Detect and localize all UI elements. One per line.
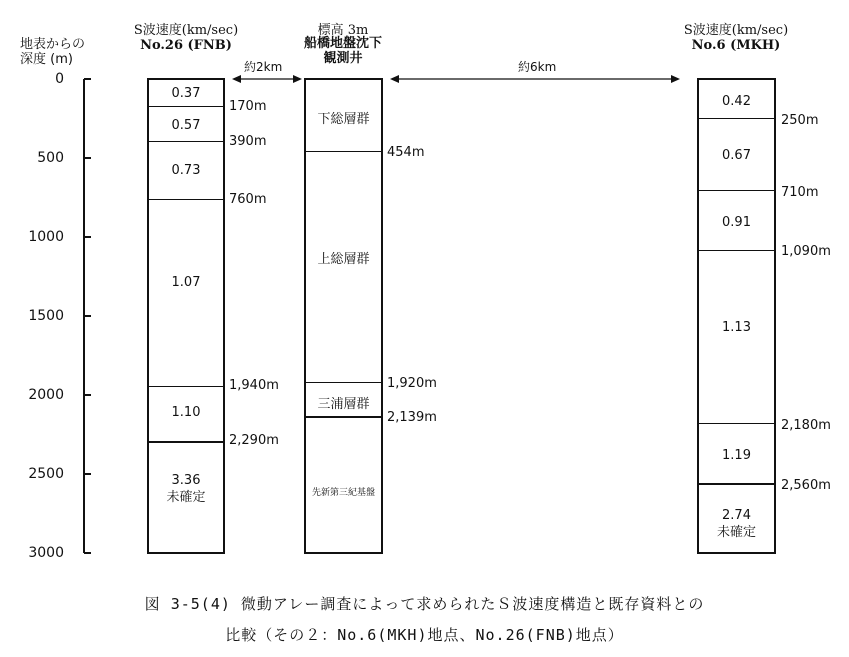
fnb-boundary-2290 bbox=[149, 441, 223, 443]
distance-arrow-fnb-well bbox=[232, 75, 302, 83]
fnb-depth-170: 170m bbox=[229, 99, 267, 114]
distance-arrow-well-mkh bbox=[390, 75, 680, 83]
tick-label-500: 500 bbox=[37, 150, 64, 166]
mkh-boundary-710 bbox=[699, 190, 774, 191]
fnb-boundary-1940 bbox=[149, 386, 223, 387]
fnb-velocity-3: 0.73 bbox=[171, 163, 201, 178]
mkh-boundary-250 bbox=[699, 118, 774, 119]
well-formation-kazusa: 上総層群 bbox=[317, 252, 370, 267]
fnb-velocity-5: 1.10 bbox=[171, 405, 201, 420]
well-column bbox=[304, 78, 383, 554]
mkh-unit-label: S波速度(km/sec) bbox=[683, 23, 789, 38]
tick-label-2500: 2500 bbox=[28, 466, 64, 482]
well-formation-miura: 三浦層群 bbox=[317, 397, 370, 412]
fnb-velocity-4: 1.07 bbox=[171, 275, 201, 290]
fnb-depth-760: 760m bbox=[229, 192, 267, 207]
mkh-boundary-2180 bbox=[699, 423, 774, 424]
well-name-line1: 船橋地盤沈下 bbox=[303, 36, 382, 51]
well-name bbox=[285, 36, 401, 66]
mkh-velocity-1: 0.42 bbox=[722, 94, 751, 109]
well-depth-1920: 1,920m bbox=[387, 376, 437, 391]
well-name-line2: 観測井 bbox=[323, 51, 363, 66]
well-boundary-1920 bbox=[306, 382, 381, 383]
fnb-distance-label: 約2km bbox=[244, 60, 283, 74]
tick-label-3000: 3000 bbox=[28, 545, 64, 561]
well-depth-454: 454m bbox=[387, 145, 425, 160]
fnb-unit-label: S波速度(km/sec) bbox=[133, 23, 239, 38]
figure-caption-line1: 図 3-5(4) 微動アレー調査によって求められたＳ波速度構造と既存資料との bbox=[144, 595, 705, 613]
fnb-boundary-390 bbox=[149, 141, 223, 142]
fnb-boundary-170 bbox=[149, 106, 223, 107]
mkh-depth-1090: 1,090m bbox=[781, 244, 831, 259]
tick-label-1000: 1000 bbox=[28, 229, 64, 245]
mkh-depth-710: 710m bbox=[781, 185, 819, 200]
mkh-velocity-6: 2.74 bbox=[722, 508, 751, 523]
fnb-depth-390: 390m bbox=[229, 134, 267, 149]
fnb-velocity-6: 3.36 bbox=[171, 473, 201, 488]
axis-title-line1: 地表からの bbox=[20, 37, 86, 52]
fnb-velocity-1: 0.37 bbox=[171, 86, 201, 101]
mkh-velocity-3: 0.91 bbox=[722, 215, 751, 230]
mkh-column bbox=[697, 78, 776, 554]
mkh-depth-2180: 2,180m bbox=[781, 418, 831, 433]
mkh-velocity-2: 0.67 bbox=[722, 148, 751, 163]
fnb-site-name: No.26 (FNB) bbox=[140, 38, 232, 53]
well-elevation: 標高 3m bbox=[317, 23, 369, 38]
well-boundary-454 bbox=[306, 151, 381, 152]
well-depth-2139: 2,139m bbox=[387, 410, 437, 425]
mkh-velocity-4: 1.13 bbox=[722, 320, 751, 335]
fnb-depth-1940: 1,940m bbox=[229, 378, 279, 393]
fnb-column bbox=[147, 78, 225, 554]
tick-label-1500: 1500 bbox=[28, 308, 64, 324]
mkh-velocity-6-note: 未確定 bbox=[716, 525, 756, 540]
mkh-depth-2560: 2,560m bbox=[781, 478, 831, 493]
tick-label-2000: 2000 bbox=[28, 387, 64, 403]
mkh-site-name: No.6 (MKH) bbox=[691, 38, 781, 53]
well-formation-basement: 先新第三紀基盤 bbox=[311, 488, 375, 498]
mkh-velocity-5: 1.19 bbox=[722, 448, 751, 463]
well-formation-shimosa: 下総層群 bbox=[317, 112, 370, 127]
mkh-boundary-2560 bbox=[699, 483, 774, 485]
mkh-depth-250: 250m bbox=[781, 113, 819, 128]
figure-caption-line2: 比較（その２：No.6(MKH)地点、No.26(FNB)地点） bbox=[225, 626, 624, 644]
tick-label-0: 0 bbox=[55, 71, 64, 87]
mkh-distance-label: 約6km bbox=[518, 60, 557, 74]
fnb-depth-2290: 2,290m bbox=[229, 433, 279, 448]
fnb-velocity-2: 0.57 bbox=[171, 118, 201, 133]
mkh-boundary-1090 bbox=[699, 250, 774, 251]
well-boundary-2139 bbox=[306, 416, 381, 418]
fnb-velocity-6-note: 未確定 bbox=[166, 490, 206, 505]
axis-title-line2: 深度 (m) bbox=[20, 52, 73, 67]
fnb-boundary-760 bbox=[149, 199, 223, 200]
